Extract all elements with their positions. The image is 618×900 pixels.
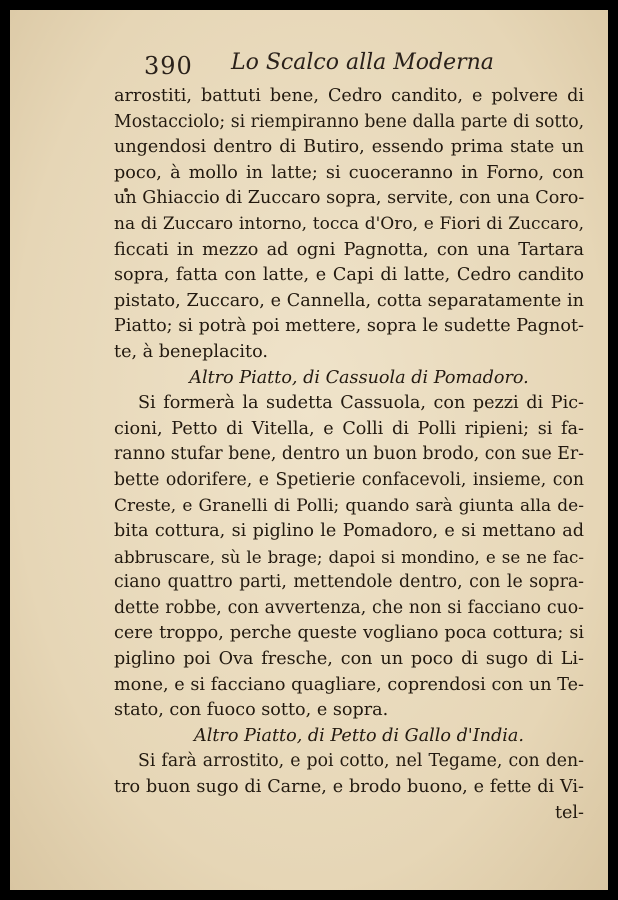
text-line: dette robbe, con avvertenza, che non si facciano cuo- (114, 597, 584, 618)
text-line: ficcati in mezzo ad ogni Pagnotta, con una Tartara (114, 239, 584, 260)
section-heading: Altro Piatto, di Cassuola di Pomadoro. (189, 367, 529, 388)
text-line: Piatto; si potrà poi mettere, sopra le sudette Pagnot- (114, 316, 584, 337)
text-line: Si farà arrostito, e poi cotto, nel Tegame, con den- (138, 751, 584, 772)
text-line: Creste, e Granelli di Polli; quando sarà giunta alla de- (114, 495, 584, 516)
page-number: 390 (144, 52, 193, 80)
text-line: na di Zuccaro intorno, tocca d'Oro, e Fiori di Zuccaro, (114, 213, 584, 234)
text-line: ciano quattro parti, mettendole dentro, con le sopra- (114, 572, 584, 593)
text-line: pistato, Zuccaro, e Cannella, cotta separatamente in (114, 290, 584, 311)
text-line: sopra, fatta con latte, e Capi di latte, Cedro candito (114, 265, 584, 286)
text-line: Mostacciolo; si riempiranno bene dalla parte di sotto, (114, 111, 585, 132)
text-line: tro buon sugo di Carne, e brodo buono, e fette di Vi- (114, 777, 584, 798)
catchword: tel- (554, 802, 584, 823)
text-line: cere troppo, perche queste vogliano poca cottura; si (114, 623, 584, 644)
text-line: te, à beneplacito. (114, 341, 268, 362)
text-line: piglino poi Ova fresche, con un poco di sugo di Li- (114, 649, 584, 670)
section-heading: Altro Piatto, di Petto di Gallo d'India. (194, 725, 524, 746)
text-line: cioni, Petto di Vitella, e Colli di Polli ripieni; si fa- (114, 418, 584, 439)
text-line: bette odorifere, e Spetierie confacevoli, insieme, con (114, 469, 584, 490)
running-title: Lo Scalco alla Moderna (231, 50, 494, 75)
page-header (144, 50, 584, 84)
text-line: arrostiti, battuti bene, Cedro candito, e polvere di (114, 86, 584, 106)
text-line: un Ghiaccio di Zuccaro sopra, servite, con una Coro- (114, 188, 585, 209)
text-line: abbruscare, sù le brage; dapoi si mondino, e se ne fac- (114, 546, 584, 567)
text-line: Si formerà la sudetta Cassuola, con pezzi di Pic- (138, 393, 584, 414)
body-text (114, 84, 584, 826)
book-page (10, 10, 608, 890)
text-line: bita cottura, si piglino le Pomadoro, e si mettano ad (114, 521, 584, 542)
text-line: ungendosi dentro di Butiro, essendo prima state un (114, 137, 584, 158)
text-line: ranno stufar bene, dentro un buon brodo, con sue Er- (114, 444, 584, 465)
text-line: stato, con fuoco sotto, e sopra. (114, 700, 389, 721)
text-line: mone, e si facciano quagliare, coprendosi con un Te- (114, 674, 584, 695)
text-line: poco, à mollo in latte; si cuoceranno in Forno, con (114, 162, 584, 183)
